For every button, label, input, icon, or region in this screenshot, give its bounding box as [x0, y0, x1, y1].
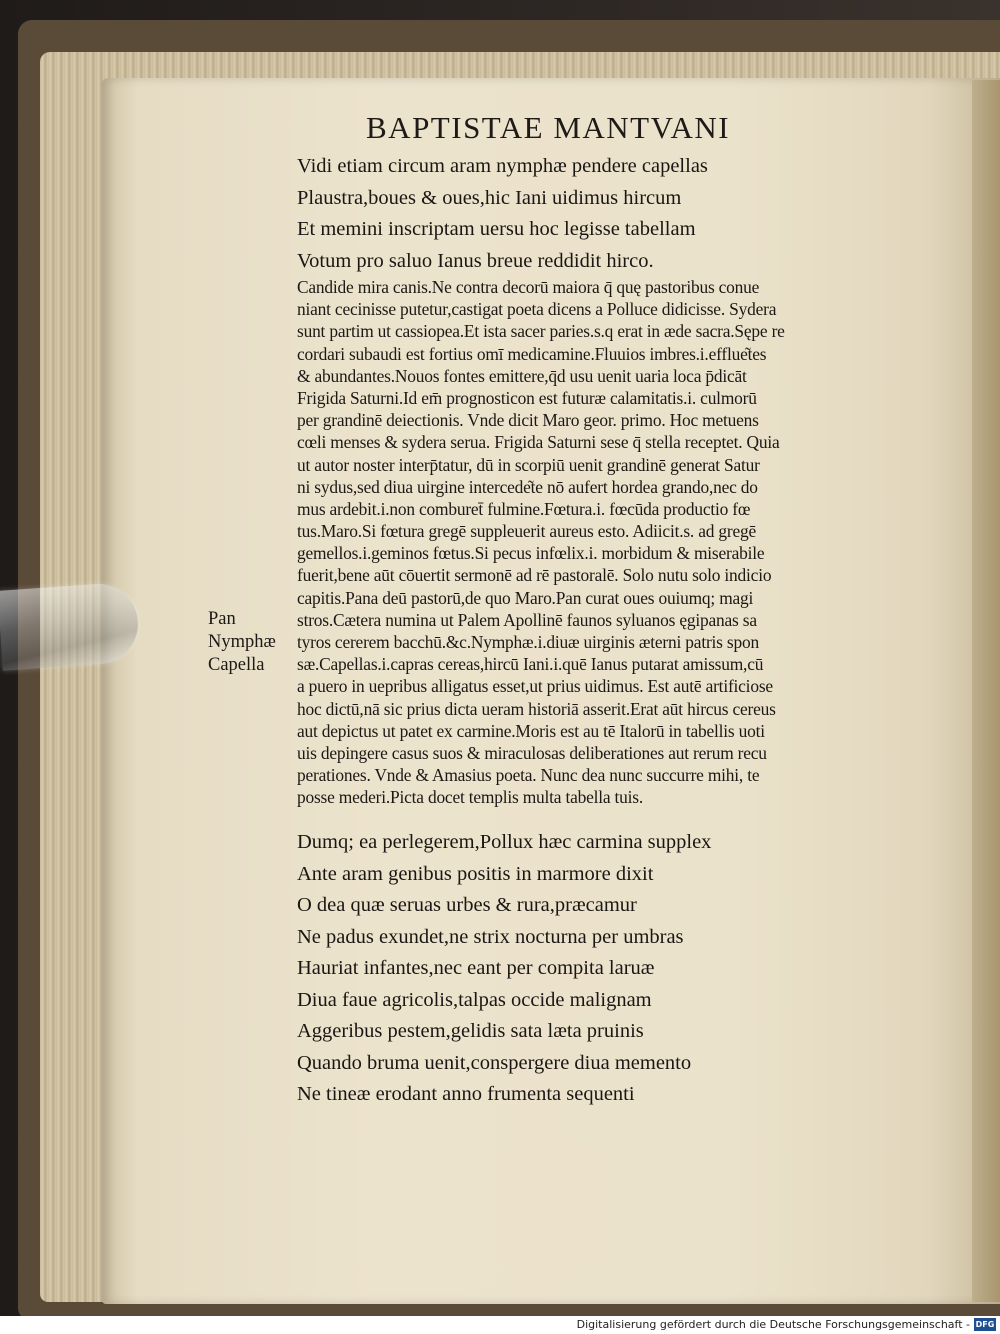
running-head: BAPTISTAE MANTVANI: [366, 110, 731, 145]
verse-line: Dumq; ea perlegerem,Pollux hæc carmina supplex: [297, 831, 712, 853]
commentary-line: a puero in uepribus alligatus esset,ut prius uidimus. Est autē artificiose: [297, 676, 773, 697]
commentary-line: gemellos.i.geminos fœtus.Si pecus infœlix.i. morbidum & miserabile: [297, 543, 765, 564]
commentary-line: sunt partim ut cassiopea.Et ista sacer paries.s.q erat in æde sacra.Sępe re: [297, 321, 785, 342]
commentary-line: ut autor noster interp̄tatur, dū in scorpiū uenit grandinē generat Satur: [297, 454, 760, 475]
facing-page-edge: [972, 80, 1000, 1302]
verse-line: Diua faue agricolis,talpas occide malignam: [297, 988, 652, 1011]
commentary-line: sæ.Capellas.i.capras cereas,hircū Iani.i.quē Ianus putarat amissum,cū: [297, 654, 764, 675]
marginal-note: Pan: [208, 609, 236, 629]
marginal-note: Capella: [208, 655, 265, 675]
commentary-line: mus ardebit.i.non comburet̄ fulmine.Fœtura.i. fœcūda productio fœ: [297, 498, 751, 519]
verse-line: Ne padus exundet,ne strix nocturna per umbras: [297, 925, 684, 948]
verse-line: Et memini inscriptam uersu hoc legisse tabellam: [297, 218, 696, 240]
commentary-line: capitis.Pana deū pastorū,de quo Maro.Pan curat oues ouiumq; magi: [297, 587, 754, 608]
dfg-logo-icon: DFG: [975, 1320, 995, 1329]
commentary-line: stros.Cætera numina ut Palem Apollinē faunos syluanos ęgipanas sa: [297, 609, 757, 630]
marginal-notes: [208, 608, 298, 677]
verse-line: Vidi etiam circum aram nymphæ pendere capellas: [297, 155, 708, 177]
commentary-line: perationes. Vnde & Amasius poeta. Nunc dea nunc succurre mihi, te: [297, 765, 760, 786]
verse-line: O dea quæ seruas urbes & rura,præcamur: [297, 894, 637, 916]
glass-page-weight: [0, 581, 141, 670]
commentary-line: tyros cererem bacchū.&c.Nymphæ.i.diuæ uirginis æterni patris spon: [297, 632, 759, 652]
commentary-line: cordari subaudi est fortius omī medicamine.Fluuios imbres.i.efflue͂tes: [297, 343, 767, 364]
commentary-line: ni sydus,sed diua uirgine intercede͂te nō aufert hordea grando,nec do: [297, 476, 758, 497]
commentary-line: Candide mira canis.Ne contra decorū maiora q̄ quę pastoribus conue: [297, 277, 760, 297]
verse-line: Hauriat infantes,nec eant per compita laruæ: [297, 957, 655, 979]
commentary-block: [297, 276, 917, 809]
commentary-line: Frigida Saturni.Id em̄ prognosticon est futuræ calamitatis.i. culmorū: [297, 387, 757, 408]
verse-block-bottom: [297, 827, 817, 1111]
commentary-line: fuerit,bene aūt cōuertit sermonē ad rē pastoralē. Solo nutu solo indicio: [297, 565, 772, 586]
commentary-line: posse mederi.Picta docet templis multa tabella tuis.: [297, 787, 644, 808]
commentary-line: hoc dictū,nā sic prius dicta ueram historiā asserit.Erat aūt hircus cereus: [297, 698, 776, 719]
verse-line: Quando bruma uenit,conspergere diua memento: [297, 1051, 692, 1074]
commentary-line: tus.Maro.Si fœtura gregē suppleuerit aureus esto. Adiicit.s. ad gregē: [297, 521, 757, 542]
commentary-line: uis depingere casus suos & miraculosas deliberationes aut rerum recu: [297, 742, 767, 763]
marginal-note: Nymphæ: [208, 632, 276, 652]
commentary-line: & abundantes.Nouos fontes emittere,q̄d usu uenit uaria loca p̄dicāt: [297, 365, 747, 386]
verse-block-top: [297, 151, 817, 277]
verse-line: Plaustra,boues & oues,hic Iani uidimus hircum: [297, 186, 682, 209]
commentary-line: aut depictus ut patet ex carmine.Moris est au tē Italorū in tabellis uoti: [297, 720, 765, 741]
verse-line: Votum pro saluo Ianus breue reddidit hirco.: [297, 249, 654, 272]
verse-line: Ante aram genibus positis in marmore dixit: [297, 862, 654, 885]
verse-line: Ne tineæ erodant anno frumenta sequenti: [297, 1083, 635, 1105]
footer-credit: Digitalisierung gefördert durch die Deutsche Forschungsgemeinschaft -: [576, 1318, 970, 1331]
commentary-line: cœli menses & sydera serua. Frigida Saturni sese q̄ stella receptet. Quia: [297, 432, 780, 453]
verse-line: Aggeribus pestem,gelidis sata læta pruinis: [297, 1020, 644, 1042]
commentary-line: per grandinē deiectionis. Vnde dicit Maro geor. primo. Hoc metuens: [297, 410, 759, 431]
commentary-line: niant cecinisse putetur,castigat poeta dicens a Polluce didicisse. Sydera: [297, 299, 777, 320]
